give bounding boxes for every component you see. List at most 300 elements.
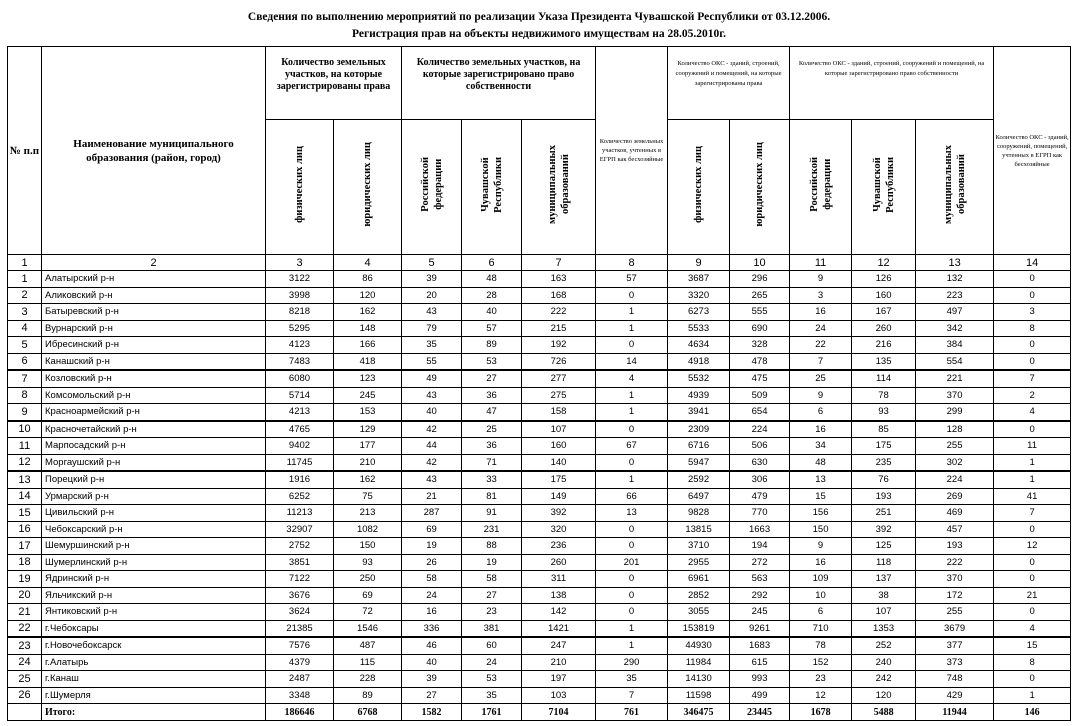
table-cell: 0 bbox=[596, 538, 668, 555]
table-cell: 1 bbox=[596, 471, 668, 488]
row-index: 15 bbox=[8, 505, 42, 522]
table-cell: 4765 bbox=[266, 421, 334, 438]
municipality-name: Яльчикский р-н bbox=[42, 587, 266, 604]
table-cell: 509 bbox=[730, 387, 790, 404]
table-cell: 630 bbox=[730, 454, 790, 471]
table-cell: 88 bbox=[462, 538, 522, 555]
table-cell: 0 bbox=[596, 454, 668, 471]
table-cell: 554 bbox=[916, 353, 994, 370]
header-group-land-ownership: Количество земельных участков, на которые зарегистрировано право собственности bbox=[402, 47, 596, 120]
table-cell: 342 bbox=[916, 320, 994, 337]
table-cell: 3 bbox=[994, 304, 1071, 321]
row-index: 6 bbox=[8, 353, 42, 370]
table-cell: 153 bbox=[334, 404, 402, 421]
table-cell: 162 bbox=[334, 304, 402, 321]
table-cell: 2852 bbox=[668, 587, 730, 604]
table-cell: 138 bbox=[522, 587, 596, 604]
table-cell: 563 bbox=[730, 571, 790, 588]
table-cell: 1546 bbox=[334, 620, 402, 637]
table-cell: 129 bbox=[334, 421, 402, 438]
table-cell: 287 bbox=[402, 505, 462, 522]
municipality-name: Комсомольский р-н bbox=[42, 387, 266, 404]
table-row bbox=[8, 571, 1071, 588]
municipality-name: Ибресинский р-н bbox=[42, 337, 266, 354]
table-cell: 726 bbox=[522, 353, 596, 370]
table-cell: 1 bbox=[596, 387, 668, 404]
table-cell: 770 bbox=[730, 505, 790, 522]
table-cell: 142 bbox=[522, 604, 596, 621]
table-cell: 72 bbox=[334, 604, 402, 621]
table-cell: 21 bbox=[994, 587, 1071, 604]
table-cell: 5532 bbox=[668, 370, 730, 387]
table-cell: 6716 bbox=[668, 438, 730, 455]
table-cell: 168 bbox=[522, 287, 596, 304]
table-cell: 5714 bbox=[266, 387, 334, 404]
header-oks-individuals: физических лиц bbox=[668, 120, 730, 255]
table-cell: 0 bbox=[596, 521, 668, 538]
table-cell: 107 bbox=[852, 604, 916, 621]
table-cell: 275 bbox=[522, 387, 596, 404]
table-cell: 48 bbox=[462, 271, 522, 288]
table-cell: 140 bbox=[522, 454, 596, 471]
table-row bbox=[8, 271, 1071, 288]
table-cell: 43 bbox=[402, 304, 462, 321]
table-row bbox=[8, 370, 1071, 387]
row-index: 4 bbox=[8, 320, 42, 337]
table-cell: 115 bbox=[334, 654, 402, 671]
table-cell: 69 bbox=[334, 587, 402, 604]
table-cell: 4634 bbox=[668, 337, 730, 354]
municipality-name: Красночетайский р-н bbox=[42, 421, 266, 438]
table-cell: 0 bbox=[994, 571, 1071, 588]
header-name: Наименование муниципального образования (район, город) bbox=[42, 47, 266, 255]
total-row bbox=[8, 704, 1071, 721]
table-cell: 3348 bbox=[266, 687, 334, 704]
table-cell: 392 bbox=[522, 505, 596, 522]
table-cell: 23 bbox=[790, 671, 852, 688]
column-number: 8 bbox=[596, 255, 668, 271]
column-number: 13 bbox=[916, 255, 994, 271]
table-row bbox=[8, 505, 1071, 522]
total-index-cell bbox=[8, 704, 42, 721]
table-cell: 2752 bbox=[266, 538, 334, 555]
table-cell: 247 bbox=[522, 637, 596, 654]
table-cell: 690 bbox=[730, 320, 790, 337]
table-cell: 5947 bbox=[668, 454, 730, 471]
table-cell: 7 bbox=[596, 687, 668, 704]
table-cell: 6 bbox=[790, 404, 852, 421]
table-cell: 27 bbox=[402, 687, 462, 704]
table-cell: 0 bbox=[994, 671, 1071, 688]
municipality-name: Батыревский р-н bbox=[42, 304, 266, 321]
table-cell: 1082 bbox=[334, 521, 402, 538]
table-cell: 0 bbox=[596, 421, 668, 438]
table-cell: 240 bbox=[852, 654, 916, 671]
header-oks-legal-entities: юридических лиц bbox=[730, 120, 790, 255]
table-row bbox=[8, 687, 1071, 704]
table-cell: 175 bbox=[852, 438, 916, 455]
table-cell: 377 bbox=[916, 637, 994, 654]
total-cell: 23445 bbox=[730, 704, 790, 721]
row-index: 16 bbox=[8, 521, 42, 538]
table-cell: 260 bbox=[522, 554, 596, 571]
table-cell: 3998 bbox=[266, 287, 334, 304]
header-land-ownerless: Количество земельных участков, учтенных в ЕГРП как бесхозяйные bbox=[596, 47, 668, 255]
table-cell: 1 bbox=[596, 637, 668, 654]
table-cell: 223 bbox=[916, 287, 994, 304]
row-index: 25 bbox=[8, 671, 42, 688]
table-cell: 2309 bbox=[668, 421, 730, 438]
table-cell: 55 bbox=[402, 353, 462, 370]
column-number: 2 bbox=[42, 255, 266, 271]
municipality-name: Козловский р-н bbox=[42, 370, 266, 387]
table-cell: 3679 bbox=[916, 620, 994, 637]
table-cell: 384 bbox=[916, 337, 994, 354]
municipality-name: Красноармейский р-н bbox=[42, 404, 266, 421]
table-cell: 236 bbox=[522, 538, 596, 555]
header-land-municipal: муниципальных образований bbox=[522, 120, 596, 255]
table-cell: 19 bbox=[462, 554, 522, 571]
table-cell: 3687 bbox=[668, 271, 730, 288]
table-cell: 8218 bbox=[266, 304, 334, 321]
table-cell: 193 bbox=[852, 488, 916, 505]
table-cell: 4123 bbox=[266, 337, 334, 354]
table-cell: 0 bbox=[596, 571, 668, 588]
table-cell: 44930 bbox=[668, 637, 730, 654]
header-group-oks-ownership: Количество ОКС - зданий, строений, сооружений и помещений, на которые зарегистрировано право собственности bbox=[790, 47, 994, 120]
table-cell: 67 bbox=[596, 438, 668, 455]
table-cell: 255 bbox=[916, 438, 994, 455]
table-cell: 114 bbox=[852, 370, 916, 387]
table-cell: 46 bbox=[402, 637, 462, 654]
table-cell: 277 bbox=[522, 370, 596, 387]
table-cell: 8 bbox=[994, 320, 1071, 337]
table-cell: 135 bbox=[852, 353, 916, 370]
table-cell: 11 bbox=[994, 438, 1071, 455]
table-cell: 6273 bbox=[668, 304, 730, 321]
table-cell: 150 bbox=[790, 521, 852, 538]
municipality-name: Вурнарский р-н bbox=[42, 320, 266, 337]
municipality-name: г.Шумерля bbox=[42, 687, 266, 704]
table-cell: 93 bbox=[852, 404, 916, 421]
column-number-row bbox=[8, 255, 1071, 271]
table-cell: 2 bbox=[994, 387, 1071, 404]
table-cell: 193 bbox=[916, 538, 994, 555]
column-number: 7 bbox=[522, 255, 596, 271]
row-index: 13 bbox=[8, 471, 42, 488]
table-cell: 265 bbox=[730, 287, 790, 304]
total-cell: 346475 bbox=[668, 704, 730, 721]
table-cell: 290 bbox=[596, 654, 668, 671]
table-cell: 320 bbox=[522, 521, 596, 538]
table-cell: 1916 bbox=[266, 471, 334, 488]
total-cell: 1678 bbox=[790, 704, 852, 721]
table-cell: 210 bbox=[522, 654, 596, 671]
row-index: 9 bbox=[8, 404, 42, 421]
table-cell: 3122 bbox=[266, 271, 334, 288]
table-cell: 34 bbox=[790, 438, 852, 455]
table-cell: 42 bbox=[402, 421, 462, 438]
table-cell: 107 bbox=[522, 421, 596, 438]
table-cell: 167 bbox=[852, 304, 916, 321]
table-cell: 311 bbox=[522, 571, 596, 588]
header-oks-municipal: муниципальных образований bbox=[916, 120, 994, 255]
table-cell: 76 bbox=[852, 471, 916, 488]
table-cell: 0 bbox=[994, 353, 1071, 370]
table-cell: 78 bbox=[852, 387, 916, 404]
total-cell: 7104 bbox=[522, 704, 596, 721]
table-cell: 0 bbox=[596, 337, 668, 354]
table-cell: 93 bbox=[334, 554, 402, 571]
table-cell: 6961 bbox=[668, 571, 730, 588]
table-cell: 150 bbox=[334, 538, 402, 555]
table-cell: 418 bbox=[334, 353, 402, 370]
row-index: 18 bbox=[8, 554, 42, 571]
table-cell: 162 bbox=[334, 471, 402, 488]
table-cell: 89 bbox=[334, 687, 402, 704]
table-cell: 213 bbox=[334, 505, 402, 522]
table-cell: 39 bbox=[402, 671, 462, 688]
header-oks-ownerless: Количество ОКС - зданий, сооружений, помещений, учтенных в ЕГРП как бесхозяйные bbox=[994, 47, 1071, 255]
table-cell: 13 bbox=[596, 505, 668, 522]
table-row bbox=[8, 654, 1071, 671]
municipality-name: Цивильский р-н bbox=[42, 505, 266, 522]
total-cell: 11944 bbox=[916, 704, 994, 721]
municipality-name: Урмарский р-н bbox=[42, 488, 266, 505]
header-oks-russian-federation: Российской федерации bbox=[790, 120, 852, 255]
table-row bbox=[8, 604, 1071, 621]
table-row bbox=[8, 587, 1071, 604]
table-cell: 160 bbox=[852, 287, 916, 304]
table-cell: 21 bbox=[402, 488, 462, 505]
municipality-name: Янтиковский р-н bbox=[42, 604, 266, 621]
row-index: 11 bbox=[8, 438, 42, 455]
row-index: 19 bbox=[8, 571, 42, 588]
table-cell: 215 bbox=[522, 320, 596, 337]
municipality-name: г.Новочебоксарск bbox=[42, 637, 266, 654]
table-cell: 177 bbox=[334, 438, 402, 455]
table-cell: 499 bbox=[730, 687, 790, 704]
table-cell: 6 bbox=[790, 604, 852, 621]
table-cell: 53 bbox=[462, 353, 522, 370]
municipality-name: Шумерлинский р-н bbox=[42, 554, 266, 571]
table-cell: 221 bbox=[916, 370, 994, 387]
table-row bbox=[8, 454, 1071, 471]
table-cell: 16 bbox=[790, 554, 852, 571]
table-cell: 58 bbox=[402, 571, 462, 588]
row-index: 5 bbox=[8, 337, 42, 354]
table-cell: 328 bbox=[730, 337, 790, 354]
table-row bbox=[8, 521, 1071, 538]
column-number: 9 bbox=[668, 255, 730, 271]
column-number: 11 bbox=[790, 255, 852, 271]
municipality-name: Алатырский р-н bbox=[42, 271, 266, 288]
municipality-name: Шемуршинский р-н bbox=[42, 538, 266, 555]
table-cell: 4 bbox=[994, 404, 1071, 421]
municipality-name: г.Чебоксары bbox=[42, 620, 266, 637]
table-cell: 9 bbox=[790, 387, 852, 404]
table-row bbox=[8, 637, 1071, 654]
table-cell: 35 bbox=[462, 687, 522, 704]
total-cell: 146 bbox=[994, 704, 1071, 721]
table-cell: 429 bbox=[916, 687, 994, 704]
table-cell: 24 bbox=[462, 654, 522, 671]
table-cell: 296 bbox=[730, 271, 790, 288]
row-index: 20 bbox=[8, 587, 42, 604]
document-title-line-2: Регистрация прав на объекты недвижимого имуществам на 28.05.2010г. bbox=[351, 28, 727, 40]
table-cell: 7 bbox=[994, 370, 1071, 387]
table-cell: 172 bbox=[916, 587, 994, 604]
column-number: 6 bbox=[462, 255, 522, 271]
column-number: 3 bbox=[266, 255, 334, 271]
table-cell: 12 bbox=[994, 538, 1071, 555]
table-cell: 3624 bbox=[266, 604, 334, 621]
table-cell: 40 bbox=[462, 304, 522, 321]
table-cell: 469 bbox=[916, 505, 994, 522]
table-cell: 245 bbox=[334, 387, 402, 404]
table-cell: 42 bbox=[402, 454, 462, 471]
table-cell: 25 bbox=[462, 421, 522, 438]
table-row bbox=[8, 337, 1071, 354]
municipality-name: г.Алатырь bbox=[42, 654, 266, 671]
table-row bbox=[8, 320, 1071, 337]
table-cell: 1 bbox=[596, 620, 668, 637]
table-cell: 9402 bbox=[266, 438, 334, 455]
table-cell: 2487 bbox=[266, 671, 334, 688]
data-table bbox=[7, 46, 1071, 721]
table-cell: 373 bbox=[916, 654, 994, 671]
table-cell: 71 bbox=[462, 454, 522, 471]
table-cell: 132 bbox=[916, 271, 994, 288]
table-cell: 148 bbox=[334, 320, 402, 337]
row-index: 8 bbox=[8, 387, 42, 404]
row-index: 17 bbox=[8, 538, 42, 555]
table-cell: 9828 bbox=[668, 505, 730, 522]
table-cell: 4213 bbox=[266, 404, 334, 421]
table-cell: 224 bbox=[916, 471, 994, 488]
table-row bbox=[8, 471, 1071, 488]
table-cell: 9 bbox=[790, 538, 852, 555]
table-cell: 0 bbox=[596, 587, 668, 604]
table-cell: 336 bbox=[402, 620, 462, 637]
table-cell: 0 bbox=[994, 521, 1071, 538]
table-cell: 497 bbox=[916, 304, 994, 321]
table-cell: 13 bbox=[790, 471, 852, 488]
table-cell: 242 bbox=[852, 671, 916, 688]
table-cell: 163 bbox=[522, 271, 596, 288]
row-index: 23 bbox=[8, 637, 42, 654]
table-cell: 0 bbox=[994, 271, 1071, 288]
document-title-line-1: Сведения по выполнению мероприятий по реализации Указа Президента Чувашской Республики от 03.12.2006. bbox=[247, 11, 831, 23]
table-cell: 381 bbox=[462, 620, 522, 637]
table-cell: 0 bbox=[994, 554, 1071, 571]
table-cell: 255 bbox=[916, 604, 994, 621]
table-cell: 250 bbox=[334, 571, 402, 588]
table-cell: 118 bbox=[852, 554, 916, 571]
table-cell: 86 bbox=[334, 271, 402, 288]
table-cell: 0 bbox=[596, 604, 668, 621]
total-cell: 761 bbox=[596, 704, 668, 721]
table-cell: 11598 bbox=[668, 687, 730, 704]
table-cell: 615 bbox=[730, 654, 790, 671]
table-cell: 4379 bbox=[266, 654, 334, 671]
table-cell: 3710 bbox=[668, 538, 730, 555]
municipality-name: Порецкий р-н bbox=[42, 471, 266, 488]
table-cell: 9261 bbox=[730, 620, 790, 637]
table-cell: 15 bbox=[994, 637, 1071, 654]
table-cell: 3851 bbox=[266, 554, 334, 571]
table-cell: 16 bbox=[790, 421, 852, 438]
table-cell: 7122 bbox=[266, 571, 334, 588]
table-row bbox=[8, 387, 1071, 404]
table-cell: 41 bbox=[994, 488, 1071, 505]
table-cell: 32907 bbox=[266, 521, 334, 538]
table-cell: 11213 bbox=[266, 505, 334, 522]
table-cell: 78 bbox=[790, 637, 852, 654]
table-row bbox=[8, 438, 1071, 455]
row-index: 10 bbox=[8, 421, 42, 438]
table-cell: 40 bbox=[402, 654, 462, 671]
table-cell: 11745 bbox=[266, 454, 334, 471]
table-cell: 10 bbox=[790, 587, 852, 604]
table-cell: 224 bbox=[730, 421, 790, 438]
table-cell: 269 bbox=[916, 488, 994, 505]
table-cell: 58 bbox=[462, 571, 522, 588]
table-cell: 120 bbox=[852, 687, 916, 704]
table-cell: 57 bbox=[462, 320, 522, 337]
header-group-land-rights: Количество земельных участков, на которые зарегистрированы права bbox=[266, 47, 402, 120]
table-cell: 194 bbox=[730, 538, 790, 555]
table-cell: 1663 bbox=[730, 521, 790, 538]
table-cell: 7 bbox=[790, 353, 852, 370]
table-cell: 160 bbox=[522, 438, 596, 455]
table-cell: 28 bbox=[462, 287, 522, 304]
table-cell: 43 bbox=[402, 387, 462, 404]
row-index: 7 bbox=[8, 370, 42, 387]
header-np: № п.п bbox=[8, 47, 42, 255]
table-cell: 48 bbox=[790, 454, 852, 471]
table-cell: 103 bbox=[522, 687, 596, 704]
table-cell: 21385 bbox=[266, 620, 334, 637]
municipality-name: Моргаушский р-н bbox=[42, 454, 266, 471]
table-row bbox=[8, 538, 1071, 555]
table-cell: 1 bbox=[994, 471, 1071, 488]
table-cell: 0 bbox=[994, 287, 1071, 304]
municipality-name: Ядринский р-н bbox=[42, 571, 266, 588]
table-cell: 5295 bbox=[266, 320, 334, 337]
table-cell: 12 bbox=[790, 687, 852, 704]
table-row bbox=[8, 671, 1071, 688]
table-cell: 60 bbox=[462, 637, 522, 654]
table-cell: 38 bbox=[852, 587, 916, 604]
table-cell: 479 bbox=[730, 488, 790, 505]
table-cell: 0 bbox=[994, 604, 1071, 621]
table-cell: 81 bbox=[462, 488, 522, 505]
table-cell: 192 bbox=[522, 337, 596, 354]
table-cell: 555 bbox=[730, 304, 790, 321]
table-cell: 302 bbox=[916, 454, 994, 471]
table-row bbox=[8, 554, 1071, 571]
table-cell: 49 bbox=[402, 370, 462, 387]
row-index: 2 bbox=[8, 287, 42, 304]
table-cell: 23 bbox=[462, 604, 522, 621]
row-index: 12 bbox=[8, 454, 42, 471]
header-land-legal-entities: юридических лиц bbox=[334, 120, 402, 255]
table-cell: 392 bbox=[852, 521, 916, 538]
table-cell: 75 bbox=[334, 488, 402, 505]
table-cell: 252 bbox=[852, 637, 916, 654]
table-cell: 16 bbox=[790, 304, 852, 321]
